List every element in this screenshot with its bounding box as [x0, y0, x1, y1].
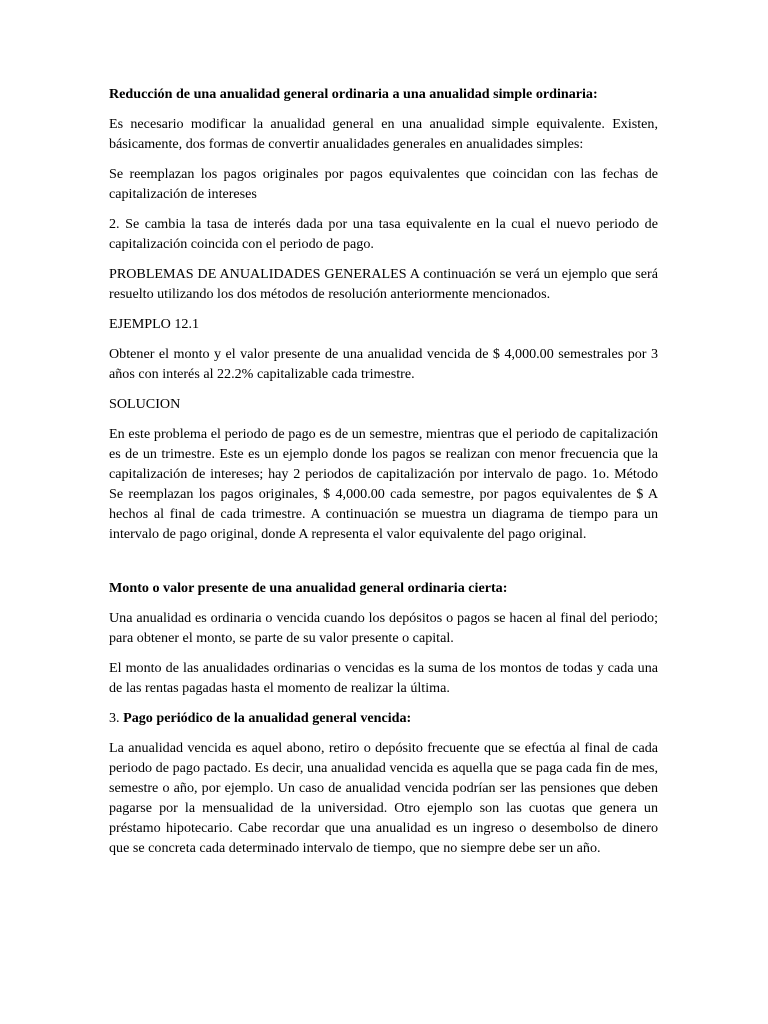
paragraph-solution: En este problema el periodo de pago es de un semestre, mientras que el periodo de capitalización es de un trimestre. Este es un ejemplo donde los pagos se realizan con menor frecuencia que la capitalización de intereses; hay 2 periodos de capitalización por intervalo de pago. 1o. Método Se reemplazan los pagos originales, $ 4,000.00 cada semestre, por pagos equivalentes de $ A hechos al final de cada trimestre. A continuación se muestra un diagrama de tiempo para un intervalo de pago original, donde A representa el valor equivalente del pago original. [109, 426, 658, 542]
paragraph-intro: Es necesario modificar la anualidad general en una anualidad simple equivalente. Existen, básicamente, dos formas de convertir anualidades generales en anualidades simples: [109, 116, 658, 152]
solution-title: SOLUCION [109, 396, 181, 412]
paragraph-method-2: 2. Se cambia la tasa de interés dada por una tasa equivalente en la cual el nuevo periodo de capitalización coincida con el periodo de pago. [109, 216, 658, 252]
section-heading-pago-text: Pago periódico de la anualidad general vencida: [123, 710, 412, 726]
section-heading-pago [109, 708, 658, 728]
example-title: EJEMPLO 12.1 [109, 316, 200, 332]
paragraph-ordinaria: Una anualidad es ordinaria o vencida cuando los depósitos o pagos se hacen al final del periodo; para obtener el monto, se parte de su valor presente o capital. [109, 610, 658, 646]
section-heading-monto: Monto o valor presente de una anualidad general ordinaria cierta: [109, 580, 508, 596]
document-page [109, 84, 658, 868]
section-number: 3. [109, 710, 124, 726]
paragraph-example-statement: Obtener el monto y el valor presente de una anualidad vencida de $ 4,000.00 semestrales por 3 años con interés al 22.2% capitalizable cada trimestre. [109, 346, 658, 382]
section-heading-reduccion: Reducción de una anualidad general ordinaria a una anualidad simple ordinaria: [109, 86, 598, 102]
paragraph-method-1: Se reemplazan los pagos originales por pagos equivalentes que coincidan con las fechas de capitalización de intereses [109, 166, 658, 202]
paragraph-monto: El monto de las anualidades ordinarias o vencidas es la suma de los montos de todas y cada una de las rentas pagadas hasta el momento de realizar la última. [109, 660, 658, 696]
paragraph-problemas: PROBLEMAS DE ANUALIDADES GENERALES A continuación se verá un ejemplo que será resuelto utilizando los dos métodos de resolución anteriormente mencionados. [109, 266, 658, 302]
section-spacer [109, 554, 658, 578]
paragraph-anualidad-vencida: La anualidad vencida es aquel abono, retiro o depósito frecuente que se efectúa al final de cada periodo de pago pactado. Es decir, una anualidad vencida es aquella que se paga cada fin de mes, semestre o año, por ejemplo. Un caso de anualidad vencida podrían ser las pensiones que deben pagarse por la mensualidad de la universidad. Otro ejemplo son las cuotas que genera un préstamo hipotecario. Cabe recordar que una anualidad es un ingreso o desembolso de dinero que se concreta cada determinado intervalo de tiempo, que no siempre debe ser un año. [109, 740, 658, 856]
